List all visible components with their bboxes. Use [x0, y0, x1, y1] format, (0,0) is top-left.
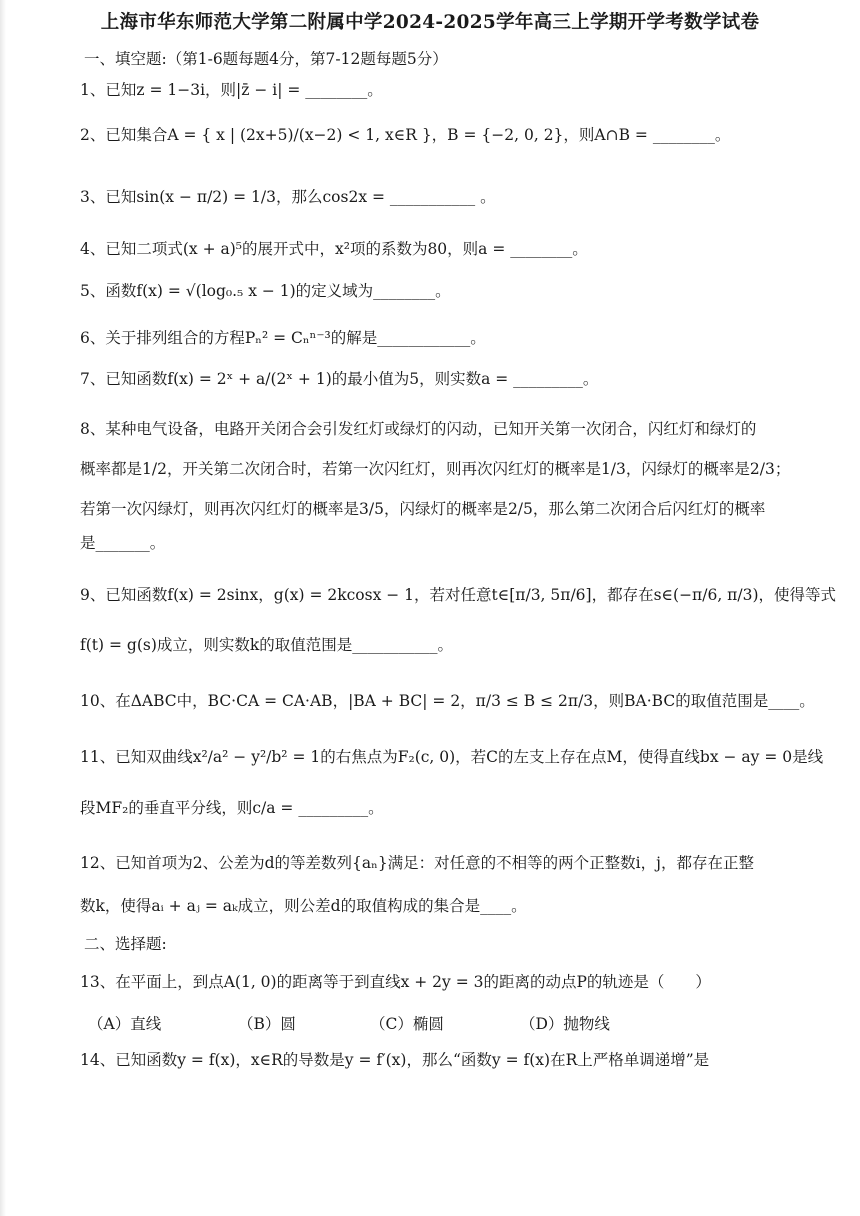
question-8-line-4: 是_______。 [80, 534, 166, 552]
question-12-line-2: 数k，使得aᵢ + aⱼ = aₖ成立，则公差d的取值构成的集合是____。 [80, 897, 527, 915]
question-13: 13、在平面上，到点A(1, 0)的距离等于到直线x + 2y = 3的距离的动点P的轨迹是（ ） [80, 973, 711, 991]
q13-option-c: （C）椭圆 [370, 1015, 444, 1033]
question-7: 7、已知函数f(x) = 2ˣ + a/(2ˣ + 1)的最小值为5，则实数a = _________。 [80, 370, 599, 388]
question-8-line-1: 8、某种电气设备，电路开关闭合会引发红灯或绿灯的闪动，已知开关第一次闭合，闪红灯和绿灯的 [80, 420, 757, 438]
question-6: 6、关于排列组合的方程Pₙ² = Cₙⁿ⁻³的解是____________。 [80, 329, 486, 347]
q13-option-b: （B）圆 [238, 1015, 296, 1033]
question-11-line-2: 段MF₂的垂直平分线，则c/a = _________。 [80, 799, 384, 817]
scan-edge-shadow [0, 0, 6, 1216]
section-choice-heading: 二、选择题: [84, 935, 167, 953]
question-9-line-1: 9、已知函数f(x) = 2sinx，g(x) = 2kcosx − 1，若对任意t∈[π/3, 5π/6]，都存在s∈(−π/6, π/3)，使得等式 [80, 586, 836, 604]
question-5: 5、函数f(x) = √(log₀.₅ x − 1)的定义域为________。 [80, 282, 451, 300]
q13-option-a: （A）直线 [88, 1015, 162, 1033]
question-14: 14、已知函数y = f(x)，x∈R的导数是y = f′(x)，那么“函数y = f(x)在R上严格单调递增”是 [80, 1051, 710, 1069]
question-12-line-1: 12、已知首项为2、公差为d的等差数列{aₙ}满足：对任意的不相等的两个正整数i，j，都存在正整 [80, 854, 754, 872]
question-8-line-2: 概率都是1/2，开关第二次闭合时，若第一次闪红灯，则再次闪红灯的概率是1/3，闪绿灯的概率是2/3； [80, 460, 791, 478]
q13-option-d: （D）抛物线 [520, 1015, 610, 1033]
question-2: 2、已知集合A = { x | (2x+5)/(x−2) < 1, x∈R }，B = {−2, 0, 2}，则A∩B = ________。 [80, 126, 731, 144]
question-10: 10、在ΔABC中，BC·CA = CA·AB，|BA + BC| = 2，π/3 ≤ B ≤ 2π/3，则BA·BC的取值范围是____。 [80, 692, 815, 710]
question-11-line-1: 11、已知双曲线x²/a² − y²/b² = 1的右焦点为F₂(c, 0)，若C的左支上存在点M，使得直线bx − ay = 0是线 [80, 748, 824, 766]
question-1: 1、已知z = 1−3i，则|z̄ − i| = ________。 [80, 81, 383, 99]
section-fill-in-heading: 一、填空题:（第1-6题每题4分，第7-12题每题5分） [84, 50, 448, 68]
question-8-line-3: 若第一次闪绿灯，则再次闪红灯的概率是3/5，闪绿灯的概率是2/5，那么第二次闭合后闪红灯的概率 [80, 500, 766, 518]
exam-title: 上海市华东师范大学第二附属中学2024-2025学年高三上学期开学考数学试卷 [100, 12, 760, 33]
question-9-line-2: f(t) = g(s)成立，则实数k的取值范围是___________。 [80, 636, 454, 654]
question-3: 3、已知sin(x − π/2) = 1/3，那么cos2x = ___________ 。 [80, 188, 496, 206]
question-4: 4、已知二项式(x + a)⁵的展开式中，x²项的系数为80，则a = ________。 [80, 240, 588, 258]
